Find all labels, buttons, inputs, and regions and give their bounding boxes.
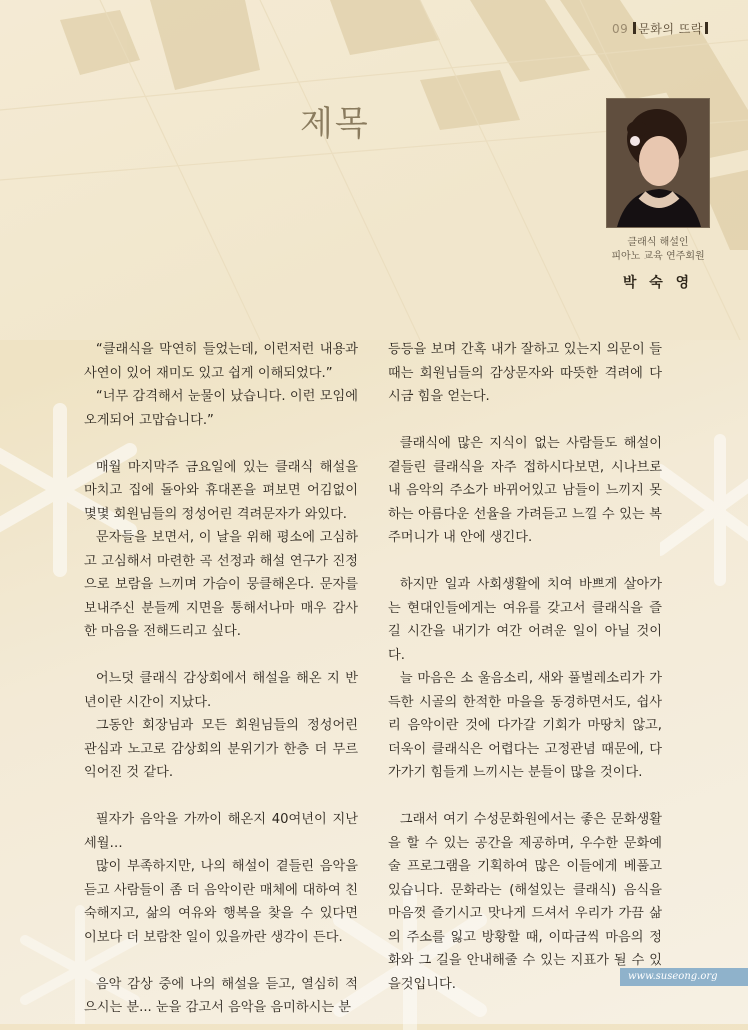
paragraph-spacer (84, 785, 358, 809)
author-photo (606, 98, 710, 228)
paragraph-spacer (84, 949, 358, 973)
footer-url: www.suseong.org (628, 971, 718, 982)
paragraph: 필자가 음악을 가까이 해온지 40여년이 지난 세월… (84, 812, 358, 851)
paragraph: 음악 감상 중에 나의 해설을 듣고, 열심히 적으시는 분... 눈을 감고서 음악을 음미하시는 분 (84, 976, 358, 1015)
snowflake-decoration-right (660, 430, 748, 590)
paragraph: 문자들을 보면서, 이 날을 위해 평소에 고심하고 고심해서 마련한 곡 선정과 해설 연구가 진정으로 보람을 느끼며 가슴이 뭉클해온다. 문자를 보내주신 분들께 지면을 통해서나마 매우 감사한 마음을 전해드리고 싶다. (84, 530, 358, 639)
body-column-right (388, 338, 662, 996)
header-bar-right (705, 22, 708, 34)
section-name: 문화의 뜨락 (638, 22, 703, 36)
body-column-left (84, 338, 358, 1020)
author-role-line-2: 피아노 교육 연주회원 (611, 251, 705, 262)
page-title: 제목 (300, 104, 370, 144)
paragraph: 매월 마지막주 금요일에 있는 클래식 해설을 마치고 집에 돌아와 휴대폰을 펴보면 어김없이 몇몇 회원님들의 정성어린 격려문자가 와있다. (84, 459, 358, 522)
paragraph: 하지만 일과 사회생활에 치여 바쁘게 살아가는 현대인들에게는 여유를 갖고서 클래식을 즐길 시간을 내기가 여간 어려운 일이 아닐 것이다. (388, 577, 662, 663)
paragraph: 어느덧 클래식 감상회에서 해설을 해온 지 반년이란 시간이 지났다. (84, 671, 358, 710)
section-header (612, 20, 710, 37)
paragraph: 그동안 회장님과 모든 회원님들의 정성어린 관심과 노고로 감상회의 분위기가 한층 더 무르익어진 것 같다. (84, 718, 358, 780)
paragraph: 늘 마음은 소 울음소리, 새와 풀벌레소리가 가득한 시골의 한적한 마을을 동경하면서도, 쉽사리 음악이란 것에 다가갈 기회가 마땅치 않고, 더욱이 클래식은 어렵다는 고정관념 때문에, 다가가기 힘들게 느끼시는 분들이 많을 것이다. (388, 671, 662, 780)
paragraph: 그래서 여기 수성문화원에서는 좋은 문화생활을 할 수 있는 공간을 제공하며, 우수한 문화예술 프로그램을 기획하여 많은 이들에게 베풀고 있습니다. 문화라는 (해설있는 클래식) 음식을 마음껏 즐기시고 맛나게 드셔서 우리가 가끔 삶의 주소를 잃고 방황할 때, 이따금씩 마음의 정화와 그 길을 안내해줄 수 있는 지표가 될 수 있을것입니다. (388, 812, 662, 992)
paragraph-spacer (388, 409, 662, 433)
paragraph-spacer (84, 644, 358, 668)
paragraph: 등등을 보며 간혹 내가 잘하고 있는지 의문이 들 때는 회원님들의 감상문자와 따뜻한 격려에 다시금 힘을 얻는다. (388, 342, 662, 404)
paragraph: 클래식에 많은 지식이 없는 사람들도 해설이 곁들린 클래식을 자주 접하시다보면, 시나브로 내 음악의 주소가 바뀌어있고 남들이 느끼지 못하는 아름다운 선율을 가려듣고 느낄 수 있는 복주머니가 내 안에 생긴다. (388, 436, 662, 545)
paragraph: “너무 감격해서 눈물이 났습니다. 이런 모임에 오게되어 고맙습니다.” (84, 389, 358, 428)
paragraph: “클래식을 막연히 들었는데, 이런저런 내용과 사연이 있어 재미도 있고 쉽게 이해되었다.” (84, 342, 358, 381)
footer-url-bar (620, 968, 748, 986)
author-role-line-1: 클래식 해설인 (627, 237, 689, 248)
page-number: 09 (611, 22, 629, 36)
paragraph-spacer (84, 432, 358, 456)
author-name: 박 숙 영 (622, 275, 694, 291)
header-bar-left (633, 22, 636, 34)
paragraph: 많이 부족하지만, 나의 해설이 곁들린 음악을 듣고 사람들이 좀 더 음악이란 매체에 대하여 친숙해지고, 삶의 여유와 행복을 찾을 수 있다면 이보다 더 보람찬 일이 있을까란 생각이 든다. (84, 859, 358, 945)
author-caption (596, 236, 720, 264)
paragraph-spacer (388, 785, 662, 809)
paragraph-spacer (388, 550, 662, 574)
